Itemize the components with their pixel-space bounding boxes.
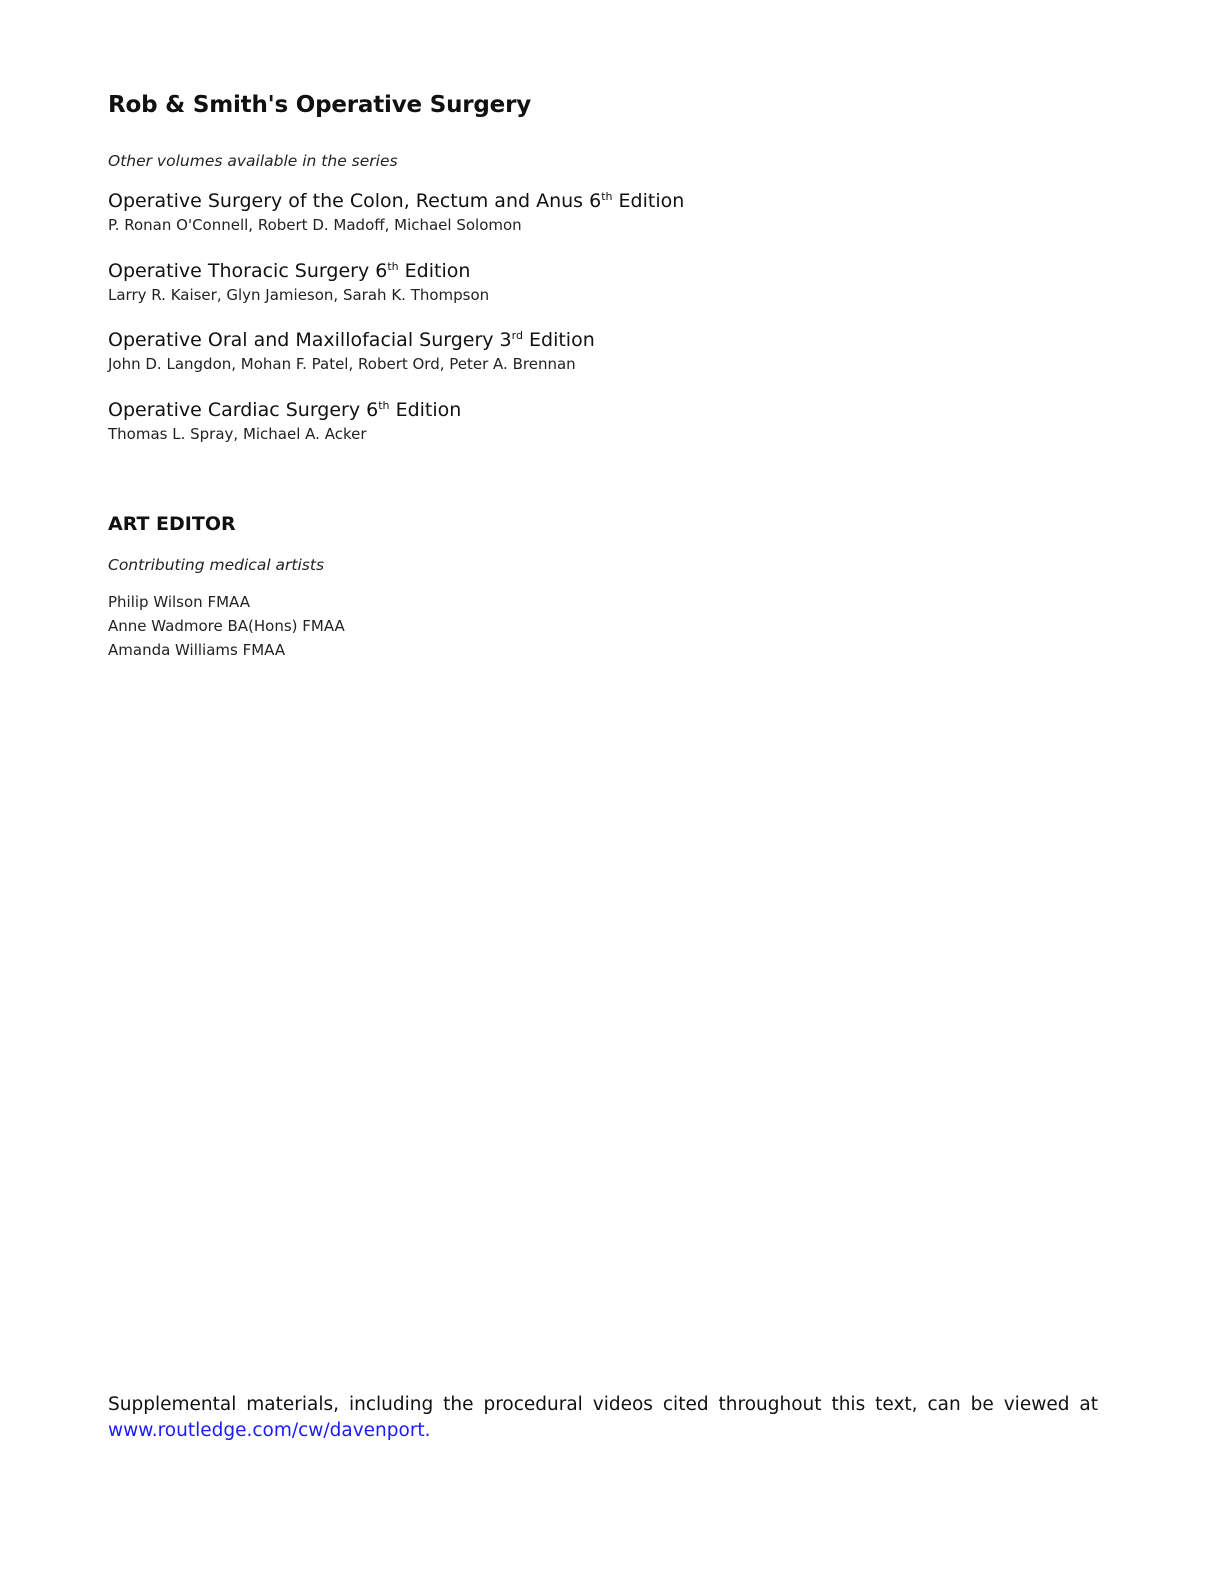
series-title: Rob & Smith's Operative Surgery: [108, 92, 532, 118]
volume-title: Operative Oral and Maxillofacial Surgery 3rd Edition: [108, 329, 595, 351]
artist-name: Amanda Williams FMAA: [108, 641, 286, 659]
volume-authors: Larry R. Kaiser, Glyn Jamieson, Sarah K. Thompson: [108, 285, 490, 304]
volume-title: Operative Surgery of the Colon, Rectum and Anus 6th Edition: [108, 190, 685, 212]
volume-item: [108, 188, 1108, 258]
volume-authors: John D. Langdon, Mohan F. Patel, Robert Ord, Peter A. Brennan: [108, 355, 576, 373]
volume-item: [108, 397, 1108, 467]
volume-title: Operative Thoracic Surgery 6th Edition: [108, 259, 471, 282]
volume-authors: P. Ronan O'Connell, Robert D. Madoff, Michael Solomon: [108, 216, 522, 234]
volume-title: Operative Cardiac Surgery 6th Edition: [108, 398, 462, 421]
volume-authors: Thomas L. Spray, Michael A. Acker: [108, 424, 367, 443]
artist-name: Philip Wilson FMAA: [108, 593, 250, 611]
supplement-link[interactable]: www.routledge.com/cw/davenport.: [108, 1420, 431, 1441]
artist-list: [108, 590, 345, 662]
volume-item: [108, 258, 1108, 328]
volume-item: [108, 327, 1108, 397]
volume-list: [108, 188, 1108, 466]
art-editor-subtitle: Contributing medical artists: [108, 556, 325, 574]
art-editor-heading: ART EDITOR: [108, 513, 236, 535]
artist-name: Anne Wadmore BA(Hons) FMAA: [108, 617, 345, 635]
series-subtitle: Other volumes available in the series: [108, 152, 398, 170]
supplement-text: Supplemental materials, including the procedural videos cited throughout this text, can be viewed at: [108, 1394, 1098, 1415]
